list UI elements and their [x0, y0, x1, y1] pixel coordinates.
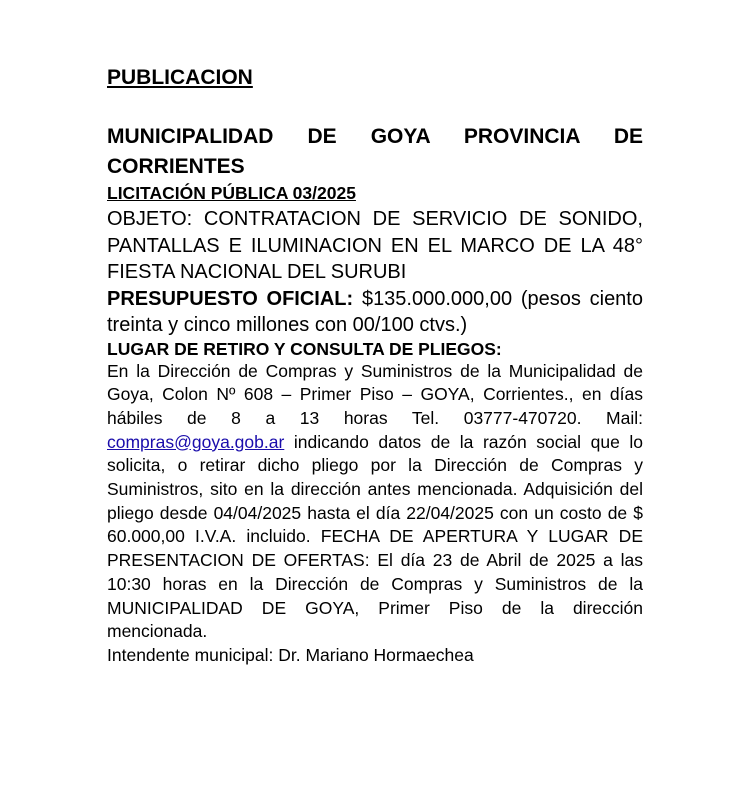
licitacion-title: LICITACIÓN PÚBLICA 03/2025 [107, 183, 356, 203]
retiro-details-text-2: indicando datos de la razón social que lo solicita, o retirar dicho pliego por la Dirección de Compras y Suministros, sito en la dirección antes mencionada. Adquisición del pliego desde 04/04/2025 hasta el día 22/04/2025 con un costo de $ 60.000,00 I.V.A. incluido. FECHA DE APERTURA Y LUGAR DE PRESENTACION DE OFERTAS: El día 23 de Abril de 2025 a las 10:30 horas en la Dirección de Compras y Suministros de la MUNICIPALIDAD DE GOYA, Primer Piso de la dirección mencionada. [107, 431, 643, 642]
intendente-line: Intendente municipal: Dr. Mariano Hormaechea [107, 644, 474, 665]
objeto-paragraph: OBJETO: CONTRATACION DE SERVICIO DE SONIDO, PANTALLAS E ILUMINACION EN EL MARCO DE LA 48° FIESTA NACIONAL DEL SURUBI [107, 208, 643, 283]
publication-document [107, 64, 643, 667]
presupuesto-value: $135.000.000,00 (pesos ciento treinta y cinco millones con 00/100 ctvs.) [107, 287, 643, 336]
publication-heading: PUBLICACION [107, 66, 253, 89]
presupuesto-label: PRESUPUESTO OFICIAL: [107, 287, 354, 310]
email-link[interactable]: compras@goya.gob.ar [107, 431, 285, 452]
presupuesto-paragraph [107, 286, 643, 338]
lugar-retiro-title: LUGAR DE RETIRO Y CONSULTA DE PLIEGOS: [107, 338, 502, 359]
retiro-details-text-1: En la Dirección de Compras y Suministros de la Municipalidad de Goya, Colon Nº 608 – Primer Piso – GOYA, Corrientes., en días hábiles de 8 a 13 horas Tel. 03777-470720. Mail: [107, 360, 643, 428]
organization-title: MUNICIPALIDAD DE GOYA PROVINCIA DE CORRIENTES [107, 125, 643, 178]
retiro-details-paragraph [107, 360, 643, 644]
